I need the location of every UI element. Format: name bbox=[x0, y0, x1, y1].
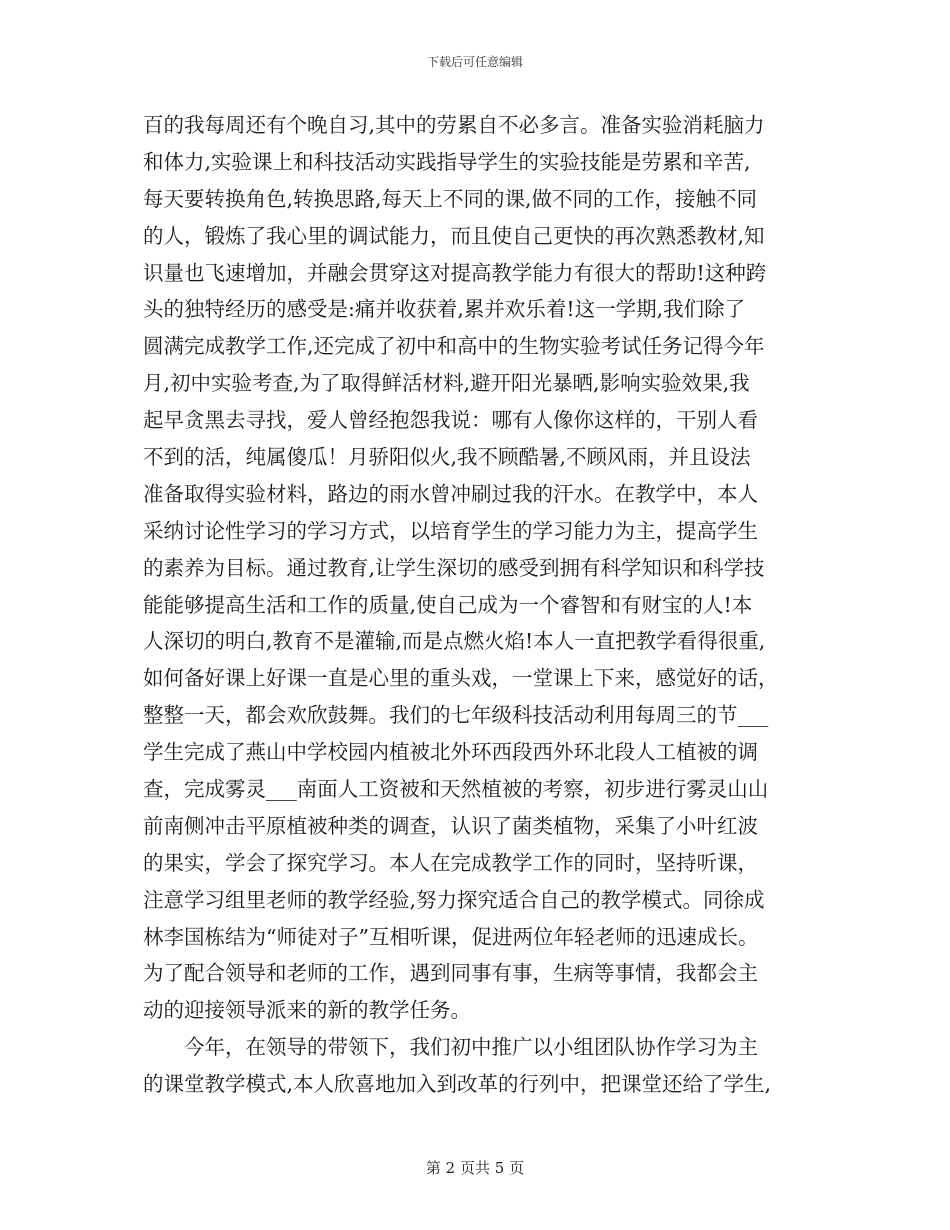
text-line: 的人，锻炼了我心里的调试能力，而且使自己更快的再次熟悉教材,知 bbox=[143, 223, 765, 248]
text-line: 百的我每周还有个晚自习,其中的劳累自不必多言。准备实验消耗脑力 bbox=[143, 113, 765, 137]
text-line: 注意学习组里老师的教学经验,努力探究适合自己的教学模式。同徐成 bbox=[143, 887, 765, 912]
text-line: 为了配合领导和老师的工作，遇到同事有事，生病等事情，我都会主 bbox=[143, 961, 758, 986]
page-header: 下载后可任意编辑 bbox=[426, 55, 523, 69]
text-line: 圆满完成教学工作,还完成了初中和高中的生物实验考试任务记得今年 bbox=[143, 334, 765, 359]
text-line: 每天要转换角色,转换思路,每天上不同的课,做不同的工作，接触不同 bbox=[143, 186, 758, 211]
text-line: 整整一天，都会欢欣鼓舞。我们的七年级科技活动利用每周三的节___ bbox=[143, 703, 769, 728]
text-line: 查，完成雾灵___南面人工资被和天然植被的考察，初步进行雾灵山山 bbox=[143, 777, 769, 802]
text-line: 的课堂教学模式,本人欣喜地加入到改革的行列中，把课堂还给了学生, bbox=[143, 1072, 772, 1097]
text-line: 前南侧冲击平原植被种类的调查，认识了菌类植物，采集了小叶红波 bbox=[143, 813, 758, 838]
paragraph-start-line: 今年，在领导的带领下，我们初中推广以小组团队协作学习为主 bbox=[184, 1035, 758, 1060]
text-line: 月,初中实验考查,为了取得鲜活材料,避开阳光暴晒,影响实验效果,我 bbox=[143, 371, 750, 396]
text-line: 能能够提高生活和工作的质量,使自己成为一个睿智和有财宝的人!本 bbox=[143, 592, 753, 617]
text-line: 学生完成了燕山中学校园内植被北外环西段西外环北段人工植被的调 bbox=[143, 740, 758, 765]
text-line: 林李国栋结为“师徒对子”互相听课，促进两位年轻老师的迅速成长。 bbox=[143, 924, 759, 949]
text-line: 采纳讨论性学习的学习方式，以培育学生的学习能力为主，提高学生 bbox=[143, 518, 758, 543]
text-line: 如何备好课上好课一直是心里的重头戏，一堂课上下来，感觉好的话， bbox=[143, 666, 779, 691]
page-number: 第 2 页共 5 页 bbox=[425, 1159, 525, 1177]
text-line: 人深切的明白,教育不是灌输,而是点燃火焰!本人一直把教学看得很重, bbox=[143, 629, 766, 654]
text-line: 准备取得实验材料，路边的雨水曾冲刷过我的汗水。在教学中，本人 bbox=[143, 481, 758, 506]
text-line: 不到的活，纯属傻瓜！月骄阳似火,我不顾酷暑,不顾风雨，并且设法 bbox=[143, 445, 751, 470]
text-line: 和体力,实验课上和科技活动实践指导学生的实验技能是劳累和辛苦, bbox=[143, 149, 751, 174]
text-line: 的素养为目标。通过教育,让学生深切的感受到拥有科学知识和科学技 bbox=[143, 555, 765, 580]
text-line: 识量也飞速增加，并融会贯穿这对提高教学能力有很大的帮助!这种跨 bbox=[143, 260, 767, 285]
text-line: 起早贪黑去寻找，爱人曾经抱怨我说：哪有人像你这样的，干别人看 bbox=[143, 408, 758, 433]
text-line: 动的迎接领导派来的新的教学任务。 bbox=[143, 998, 471, 1023]
text-line: 的果实，学会了探究学习。本人在完成教学工作的同时，坚持听课， bbox=[143, 850, 758, 875]
text-line: 头的独特经历的感受是:痛并收获着,累并欢乐着!这一学期,我们除了 bbox=[143, 297, 746, 322]
document-body bbox=[143, 107, 823, 1103]
